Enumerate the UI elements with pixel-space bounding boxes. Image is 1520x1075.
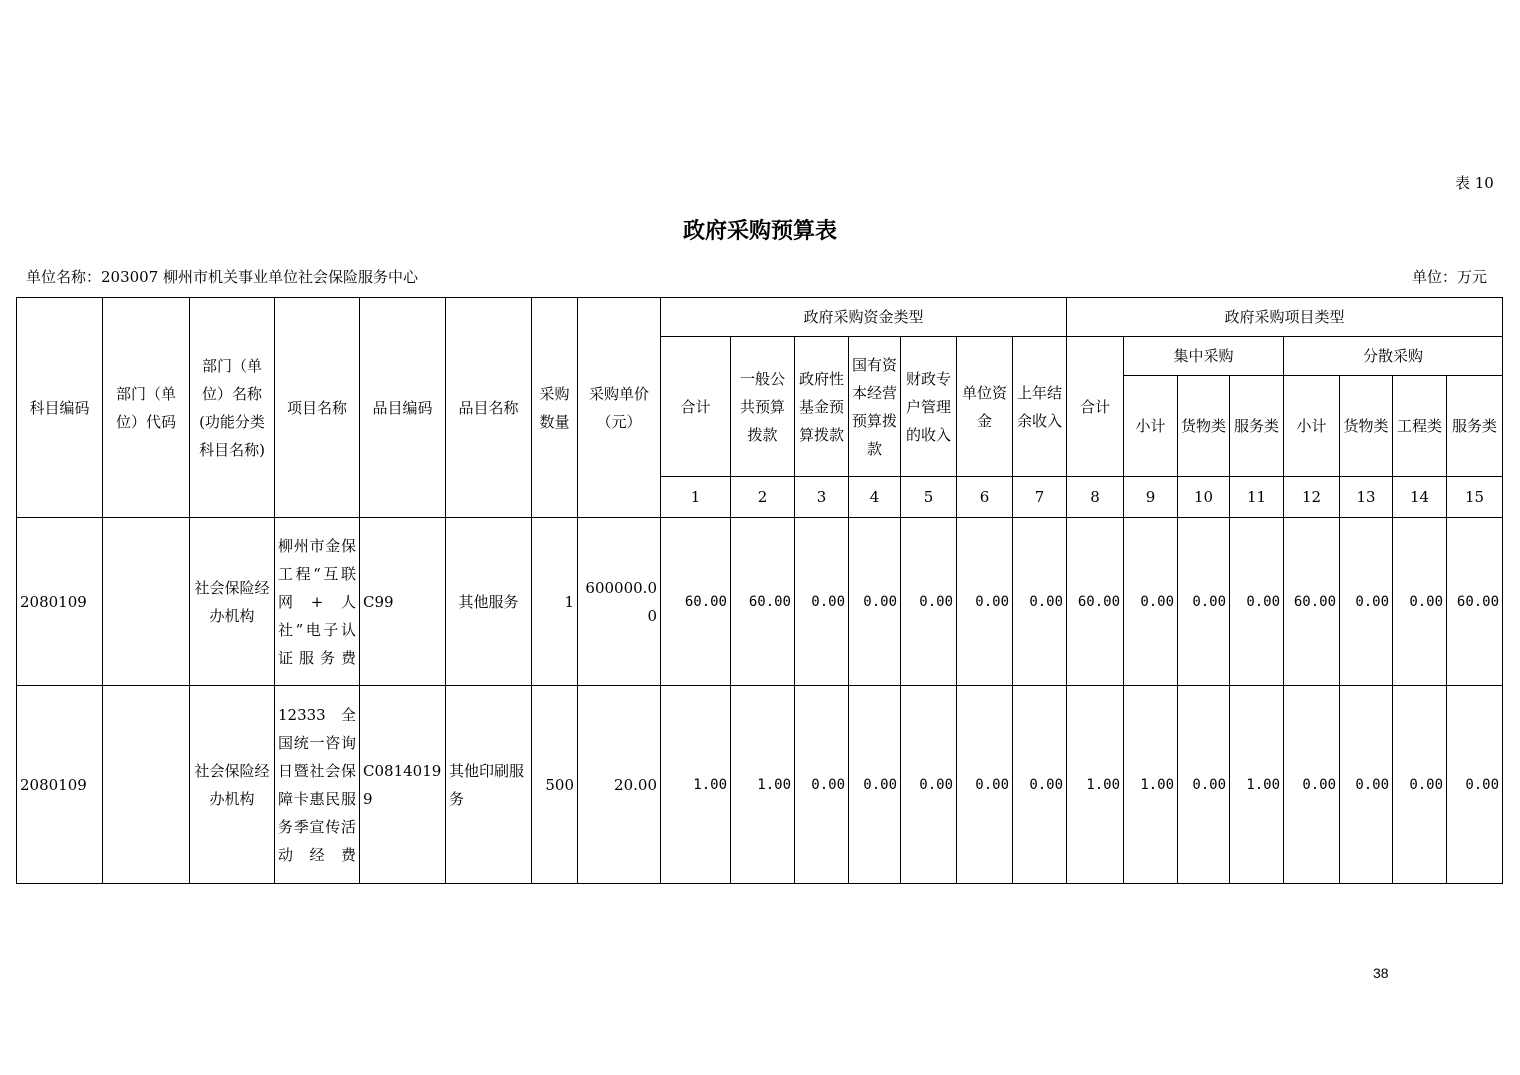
cell-value: 0.00 (1447, 686, 1503, 884)
header-c-goods: 货物类 (1178, 376, 1230, 477)
header-d-services: 服务类 (1447, 376, 1503, 477)
cell-dept-name: 社会保险经办机构 (190, 686, 275, 884)
header-item-code: 品目编码 (360, 298, 446, 518)
header-decentralized: 分散采购 (1284, 337, 1503, 376)
cell-value: 0.00 (795, 518, 849, 686)
cell-value: 0.00 (957, 686, 1013, 884)
column-number: 9 (1124, 477, 1178, 518)
header-unit-funds: 单位资金 (957, 337, 1013, 477)
table-number: 表 10 (1455, 174, 1494, 192)
cell-value: 60.00 (661, 518, 731, 686)
cell-value: 0.00 (901, 518, 957, 686)
column-number: 15 (1447, 477, 1503, 518)
page-title: 政府采购预算表 (682, 218, 837, 244)
page-number: 38 (1373, 965, 1389, 981)
header-dept-code: 部门（单位）代码 (103, 298, 190, 518)
cell-value: 0.00 (901, 686, 957, 884)
header-proj-total: 合计 (1067, 337, 1124, 477)
header-unit-price: 采购单价（元） (578, 298, 661, 518)
cell-unit-price: 20.00 (578, 686, 661, 884)
cell-dept-code (103, 686, 190, 884)
currency-unit: 单位：万元 (1412, 268, 1488, 286)
column-number: 4 (849, 477, 901, 518)
cell-dept-name: 社会保险经办机构 (190, 518, 275, 686)
cell-subject-code: 2080109 (17, 686, 103, 884)
cell-value: 1.00 (1124, 686, 1178, 884)
cell-value: 0.00 (1013, 518, 1067, 686)
cell-value: 60.00 (1447, 518, 1503, 686)
cell-value: 1.00 (1230, 686, 1284, 884)
cell-value: 1.00 (731, 686, 795, 884)
cell-value: 0.00 (1013, 686, 1067, 884)
header-gov-fund: 政府性基金预算拨款 (795, 337, 849, 477)
cell-value: 0.00 (1284, 686, 1340, 884)
procurement-budget-table (16, 297, 1503, 884)
column-number: 13 (1340, 477, 1393, 518)
column-number: 7 (1013, 477, 1067, 518)
cell-item-code: C08140199 (360, 686, 446, 884)
unit-name: 单位名称：203007 柳州市机关事业单位社会保险服务中心 (26, 268, 419, 286)
column-number: 11 (1230, 477, 1284, 518)
column-number: 10 (1178, 477, 1230, 518)
cell-project-name: 柳州市金保工程“互联网+人社”电子认证服务费 (275, 518, 360, 686)
column-number: 2 (731, 477, 795, 518)
cell-value: 60.00 (1067, 518, 1124, 686)
cell-value: 0.00 (849, 518, 901, 686)
cell-value: 0.00 (1178, 518, 1230, 686)
column-number: 8 (1067, 477, 1124, 518)
cell-item-name: 其他服务 (446, 518, 532, 686)
header-state-capital: 国有资本经营预算拨款 (849, 337, 901, 477)
cell-value: 0.00 (1124, 518, 1178, 686)
cell-item-name: 其他印刷服务 (446, 686, 532, 884)
cell-dept-code (103, 518, 190, 686)
column-number: 6 (957, 477, 1013, 518)
cell-unit-price: 600000.00 (578, 518, 661, 686)
header-item-name: 品目名称 (446, 298, 532, 518)
header-dept-name: 部门（单位）名称(功能分类科目名称) (190, 298, 275, 518)
header-d-goods: 货物类 (1340, 376, 1393, 477)
header-fund-total: 合计 (661, 337, 731, 477)
header-centralized: 集中采购 (1124, 337, 1284, 376)
column-number: 5 (901, 477, 957, 518)
cell-project-name: 12333 全国统一咨询日暨社会保障卡惠民服务季宣传活动经费 (275, 686, 360, 884)
cell-value: 0.00 (795, 686, 849, 884)
header-fiscal-special: 财政专户管理的收入 (901, 337, 957, 477)
header-c-services: 服务类 (1230, 376, 1284, 477)
cell-value: 0.00 (1340, 518, 1393, 686)
cell-value: 0.00 (849, 686, 901, 884)
cell-value: 1.00 (1067, 686, 1124, 884)
cell-value: 0.00 (1340, 686, 1393, 884)
column-number: 14 (1393, 477, 1447, 518)
cell-value: 60.00 (1284, 518, 1340, 686)
cell-quantity: 500 (532, 686, 578, 884)
column-number: 1 (661, 477, 731, 518)
header-general-budget: 一般公共预算拨款 (731, 337, 795, 477)
cell-value: 0.00 (1178, 686, 1230, 884)
cell-value: 60.00 (731, 518, 795, 686)
header-project-name: 项目名称 (275, 298, 360, 518)
cell-quantity: 1 (532, 518, 578, 686)
cell-value: 0.00 (1393, 686, 1447, 884)
cell-item-code: C99 (360, 518, 446, 686)
table-row (17, 686, 1503, 884)
header-fund-type: 政府采购资金类型 (661, 298, 1067, 337)
cell-value: 0.00 (957, 518, 1013, 686)
table-row (17, 518, 1503, 686)
header-quantity: 采购数量 (532, 298, 578, 518)
column-number: 12 (1284, 477, 1340, 518)
cell-value: 1.00 (661, 686, 731, 884)
header-d-subtotal: 小计 (1284, 376, 1340, 477)
cell-value: 0.00 (1230, 518, 1284, 686)
column-number: 3 (795, 477, 849, 518)
cell-subject-code: 2080109 (17, 518, 103, 686)
header-d-works: 工程类 (1393, 376, 1447, 477)
header-subject-code: 科目编码 (17, 298, 103, 518)
header-project-type: 政府采购项目类型 (1067, 298, 1503, 337)
header-prev-balance: 上年结余收入 (1013, 337, 1067, 477)
header-c-subtotal: 小计 (1124, 376, 1178, 477)
cell-value: 0.00 (1393, 518, 1447, 686)
